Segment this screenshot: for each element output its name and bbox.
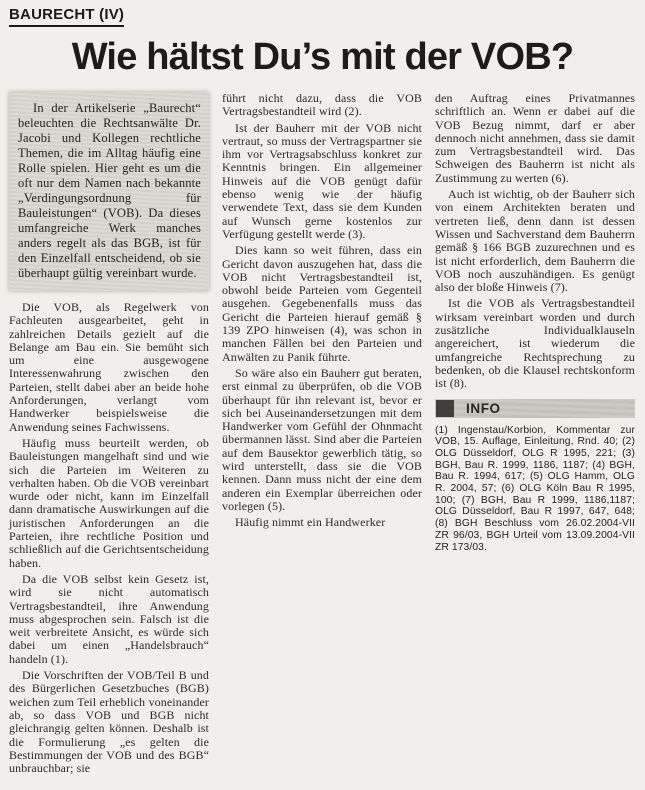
column-1: [9, 92, 209, 778]
column-3: [435, 92, 635, 778]
info-box: [435, 399, 635, 554]
info-marker-icon: [436, 400, 454, 417]
paragraph-continuation: führt nicht dazu, dass die VOB Vertragsbestandteil wird (2).: [222, 91, 422, 119]
info-box-title: INFO: [466, 400, 501, 416]
paragraph: Dies kann so weit führen, dass ein Gericht davon auszugehen hat, dass die VOB nicht Vertragsbestandteil ist, obwohl beide Parteien vom Gegenteil ausgehen. Gegebenenfalls muss das Gericht die Parteien hierauf gemäß § 139 ZPO hinweisen (4), was schon in manchen Fällen bei den Parteien und Anwälten zu Panik führte.: [222, 243, 422, 364]
paragraph-continuation: den Auftrag eines Privatmannes schriftlich an. Wenn er dabei auf die VOB Bezug nimmt, darf er aber dennoch nicht annehmen, dass sie damit zum Vertragsbestandteil wird. Das Schweigen des Bauherrn ist nicht als Zustimmung zu werten (6).: [435, 91, 635, 185]
paragraph: Die VOB, als Regelwerk von Fachleuten ausgearbeitet, geht in zahlreichen Details gezielt auf die Belange am Bau ein. Sie bemüht sich um eine ausgewogene Interessenwahrung zwischen den Parteien, stellt dabei aber an beide hohe Anforderungen, verlangt vom Handwerker beispielsweise die Anwendung seines Fachwissens.: [9, 300, 209, 434]
lead-in-box: [9, 92, 209, 291]
paragraph: Ist die VOB als Vertragsbestandteil wirksam vereinbart worden und durch zusätzliche Individualklauseln angereichert, ist wiederum die umfangreiche Rechtsprechung zu bedenken, ob die Klausel rechtskonform ist (8).: [435, 296, 635, 391]
lead-in-paragraph: In der Artikelserie „Baurecht“ beleuchten die Rechtsanwälte Dr. Jacobi und Kollegen rechtliche Themen, die im Alltag häufig eine Rolle spielen. Hier geht es um die oft nur dem Namen nach bekannte „Verdingungsordnung für Bauleistungen“ (VOB). Da dieses umfangreiche Werk manches anders regelt als das BGB, ist für den Einzelfall entscheidend, ob sie überhaupt gültig vereinbart wurde.: [18, 101, 201, 280]
article-headline: Wie hältst Du’s mit der VOB?: [71, 36, 574, 78]
paragraph: Die Vorschriften der VOB/Teil B und des Bürgerlichen Gesetzbuches (BGB) weichen zum Teil erheblich voneinander ab, so dass VOB und BGB nicht gleichrangig gelten können. Deshalb ist die Formulierung „es gelten die Bestimmungen der VOB und des BGB“ unbrauchbar; sie: [9, 668, 209, 776]
column-2: [222, 92, 422, 778]
paragraph: Ist der Bauherr mit der VOB nicht vertraut, so muss der Vertragspartner sie ihm vor Vertragsabschluss konkret zur Kenntnis bringen. Ein allgemeiner Hinweis auf die VOB genügt dafür ebenso wenig wie der häufig verwendete Text, dass sie dem Kunden auf Wunsch gerne kostenlos zur Verfügung gestellt werde (3).: [222, 120, 422, 241]
article-columns: [9, 92, 637, 778]
info-box-header: [435, 399, 635, 418]
paragraph: Häufig muss beurteilt werden, ob Bauleistungen mangelhaft sind und wie sich die Parteien im Weiteren zu verhalten haben. Ob die VOB vereinbart wurde oder nicht, kann im Einzelfall dann dramatische Auswirkungen auf die juristischen Anforderungen an die Parteien, ihre rechtliche Position und schließlich auf die Gerichtsentscheidung haben.: [9, 435, 209, 570]
paragraph: Da die VOB selbst kein Gesetz ist, wird sie nicht automatisch Vertragsbestandteil, ihre Anwendung muss abgesprochen sein. Falsch ist die weit verbreitete Ansicht, es würde sich dabei um einen „Handelsbrauch“ handeln (1).: [9, 571, 209, 666]
info-box-references: (1) Ingenstau/Korbion, Kommentar zur VOB, 15. Auflage, Einleitung, Rnd. 40; (2) OLG Düsseldorf, OLG R 1995, 221; (3) BGH, Bau R. 1999, 1186, 1187; (4) BGH, Bau R. 1994, 617; (5) OLG Hamm, OLG R. 2004, 57; (6) OLG Köln Bau R 1995, 100; (7) BGH, Bau R 1999, 1186,1187; OLG Düsseldorf, Bau R 1997, 647, 648; (8) BGH Beschluss vom 26.02.2004-VII ZR 96/03, BGH Urteil vom 13.09.2004-VII ZR 173/03.: [435, 424, 635, 553]
article-kicker: BAURECHT (IV): [9, 6, 124, 27]
paragraph: Häufig nimmt ein Handwerker: [235, 515, 386, 530]
paragraph: Auch ist wichtig, ob der Bauherr sich von einem Architekten beraten und vertreten ließ, denn dann ist dessen Wissen und Sachverstand dem Bauherrn gemäß § 166 BGB zuzurechnen und es ist nicht erforderlich, dem Bauherrn die VOB noch auszuhändigen. Es genügt also der bloße Hinweis (7).: [435, 187, 635, 295]
paragraph: So wäre also ein Bauherr gut beraten, erst einmal zu überprüfen, ob die VOB überhaupt für ihn relevant ist, bevor er sich bei Auseinandersetzungen mit dem Handwerker vom Gefühl der Ohnmacht übermannen lässt. Sind aber die Parteien auf dem Bausektor gewerblich tätig, so wird unterstellt, dass sie die VOB kennen. Dann muss nicht der eine dem anderen ein Exemplar überreichen oder vorlegen (5).: [222, 365, 422, 513]
